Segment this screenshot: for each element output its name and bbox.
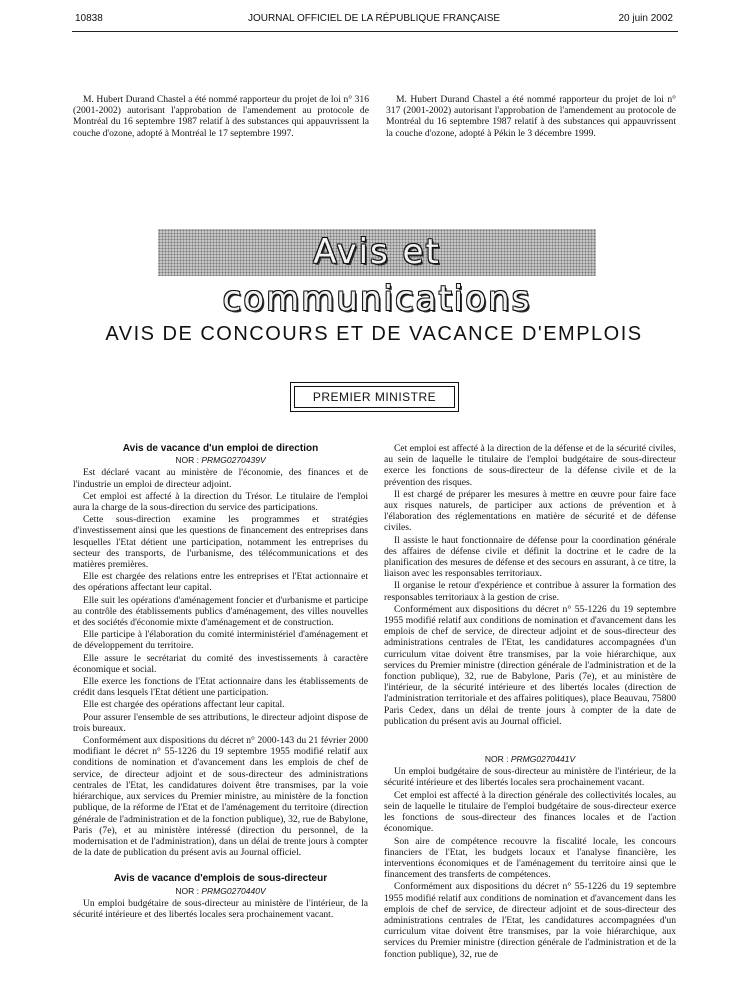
avis1-paragraph: Elle assure le secrétariat du comité des investissements à caractère économique et social.	[73, 652, 368, 675]
avis3-paragraph: Un emploi budgétaire de sous-directeur au ministère de l'intérieur, de la sécurité intérieure et des libertés locales sera prochainement vacant.	[384, 766, 676, 789]
intro-right-paragraph: M. Hubert Durand Chastel a été nommé rapporteur du projet de loi n° 317 (2001-2002) autorisant l'approbation de l'amendement au protocole de Montréal du 16 septembre 1987 relatif à des substances qui appauvrissent la couche d'ozone, adopté à Pékin le 3 décembre 1999.	[386, 94, 676, 139]
avis2-continued-paragraph: Il organise le retour d'expérience et contribue à assurer la formation des responsables territoriaux à la gestion de crise.	[384, 580, 676, 603]
avis1-nor	[73, 455, 368, 466]
avis1-paragraph: Elle exerce les fonctions de l'Etat actionnaire dans les établissements de crédit dans lesquels l'Etat détient une participation.	[73, 676, 368, 699]
intro-right-column	[386, 94, 676, 140]
header-rule	[72, 31, 678, 32]
nor-code: PRMG0270439V	[201, 455, 266, 466]
page-number: 10838	[75, 13, 103, 24]
nor-code: PRMG0270440V	[201, 885, 266, 896]
avis1-paragraph: Pour assurer l'ensemble de ses attributions, le directeur adjoint dispose de trois bureaux.	[73, 711, 368, 734]
avis1-paragraph: Elle est chargée des relations entre les entreprises et l'Etat actionnaire et des opérations affectant leur capital.	[73, 571, 368, 594]
avis3-paragraph: Conformément aux dispositions du décret n° 55-1226 du 19 septembre 1955 modifié relatif aux conditions de nomination et d'avancement dans les emplois de chef de service, de directeur adjoint et de sous-directeur des administrations centrales de l'Etat, les candidatures accompagnées d'un curriculum vitae doivent être transmises, par la voie hiérarchique, aux services du Premier ministre (direction générale de l'administration et de la fonction publique), 32, rue de	[384, 881, 676, 960]
intro-left-paragraph: M. Hubert Durand Chastel a été nommé rapporteur du projet de loi n° 316 (2001-2002) autorisant l'approbation de l'amendement au protocole de Montréal du 16 septembre 1987 relatif à des substances qui appauvrissent la couche d'ozone, adopté à Montréal le 17 septembre 1997.	[73, 94, 369, 139]
ministry-label: PREMIER MINISTRE	[294, 386, 455, 408]
avis2-nor	[73, 886, 368, 897]
intro-left-column	[73, 94, 369, 140]
avis1-heading: Avis de vacance d'un emploi de direction	[122, 443, 319, 454]
section-banner	[158, 229, 596, 319]
nor-label: NOR :	[484, 754, 509, 765]
avis2-continued-paragraph: Il est chargé de préparer les mesures à mettre en œuvre pour faire face aux risques naturels, de participer aux actions de prévention et à l'élaboration des réglementations en matière de sécurité et de défense civiles.	[384, 488, 676, 534]
avis1-paragraph: Cette sous-direction examine les programmes et stratégies d'investissement ainsi que les questions de financement des entreprises dans lesquelles l'Etat détient une participation, notamment les entreprises du secteur des transports, de l'urbanisme, des télécommunications et des matières premières.	[73, 514, 368, 571]
avis2-continued-paragraph: Cet emploi est affecté à la direction de la défense et de la sécurité civiles, au sein de laquelle le titulaire de l'emploi budgétaire de sous-directeur exerce les fonctions de sous-directeur de la défense civile et de la prévention des risques.	[384, 443, 676, 488]
page-header	[0, 13, 748, 31]
avis2-heading: Avis de vacance d'emplois de sous-directeur	[113, 873, 328, 885]
avis1-paragraph: Conformément aux dispositions du décret n° 2000-143 du 21 février 2000 modifiant le décret n° 55-1226 du 19 septembre 1955 modifié relatif aux conditions de nomination et d'avancement dans les emplois de chef de service, de directeur adjoint et de sous-directeur des administrations centrales de l'Etat, les candidatures doivent être transmises, par la voie hiérarchique, aux services du Premier ministre, au ministère de la fonction publique, de la réforme de l'Etat et de l'aménagement du territoire (direction générale de l'administration et de la fonction publique), 32, rue de Babylone, Paris (7e), et au ministère intéressé (direction du personnel, de la modernisation et de l'administration), dans un délai de trente jours à compter de la date de publication du présent avis au Journal officiel.	[73, 735, 368, 859]
nor-label: NOR :	[175, 455, 199, 466]
banner-title: Avis et communications	[222, 232, 532, 319]
avis3-paragraph: Cet emploi est affecté à la direction générale des collectivités locales, au sein de laquelle le titulaire de l'emploi budgétaire de sous-directeur exerce les fonctions de sous-directeur des finances locales et de l'action économique.	[384, 789, 676, 835]
avis1-paragraph: Est déclaré vacant au ministère de l'économie, des finances et de l'industrie un emploi de directeur adjoint.	[73, 467, 368, 490]
ministry-box	[290, 382, 459, 412]
avis2-continued-paragraph: Conformément aux dispositions du décret n° 55-1226 du 19 septembre 1955 modifié relatif aux conditions de nomination et d'avancement dans les emplois de chef de service, de directeur adjoint et de sous-directeur des administrations centrales de l'Etat, les candidatures accompagnées d'un curriculum vitae doivent être transmises, par la voie hiérarchique, aux services du Premier ministre (direction générale de l'administration et de la fonction publique), 32, rue de Babylone, Paris (7e), et au ministère de l'intérieur, de la sécurité intérieure et des libertés locales (direction de l'administration territoriale et des affaires politiques), place Beauvau, 75800 Paris Cedex, dans un délai de trente jours à compter de la date de publication du présent avis au Journal officiel.	[384, 603, 676, 727]
avis1-paragraph: Elle est chargée des opérations affectant leur capital.	[83, 699, 285, 711]
avis2-continued-paragraph: Il assiste le haut fonctionnaire de défense pour la coordination générale des affaires de défense civile et définit la doctrine et le cadre de la planification des mesures de défense et des secours en assurant, à ce titre, la liaison avec les responsables territoriaux.	[384, 534, 676, 580]
avis3-nor	[384, 754, 676, 765]
spacer	[73, 859, 368, 873]
avis1-paragraph: Elle participe à l'élaboration du comité interministériel d'aménagement et de développement du territoire.	[73, 629, 368, 652]
avis1-paragraph: Cet emploi est affecté à la direction du Trésor. Le titulaire de l'emploi aura la charge de la sous-direction du service des participations.	[73, 490, 368, 514]
main-right-column	[384, 443, 676, 961]
nor-code: PRMG0270441V	[510, 754, 576, 765]
avis3-paragraph: Son aire de compétence recouvre la fiscalité locale, les concours financiers de l'Etat, les budgets locaux et l'analyse financière, les interventions économiques et de l'aménagement du territoire ainsi que le financement des transferts de compétences.	[384, 835, 676, 881]
issue-date: 20 juin 2002	[618, 13, 673, 24]
section-title: AVIS DE CONCOURS ET DE VACANCE D'EMPLOIS	[105, 323, 643, 345]
main-left-column	[73, 443, 368, 921]
journal-title: JOURNAL OFFICIEL DE LA RÉPUBLIQUE FRANÇAISE	[247, 13, 501, 24]
spacer	[384, 728, 676, 754]
avis1-paragraph: Elle suit les opérations d'aménagement foncier et d'urbanisme et participe au contrôle des établissements publics d'aménagement, des villes nouvelles et des sociétés d'économie mixte d'aménagement et de construction.	[73, 594, 368, 629]
nor-label: NOR :	[175, 885, 199, 896]
avis2-paragraph: Un emploi budgétaire de sous-directeur au ministère de l'intérieur, de la sécurité intérieure et des libertés locales sera prochainement vacant.	[73, 897, 368, 920]
